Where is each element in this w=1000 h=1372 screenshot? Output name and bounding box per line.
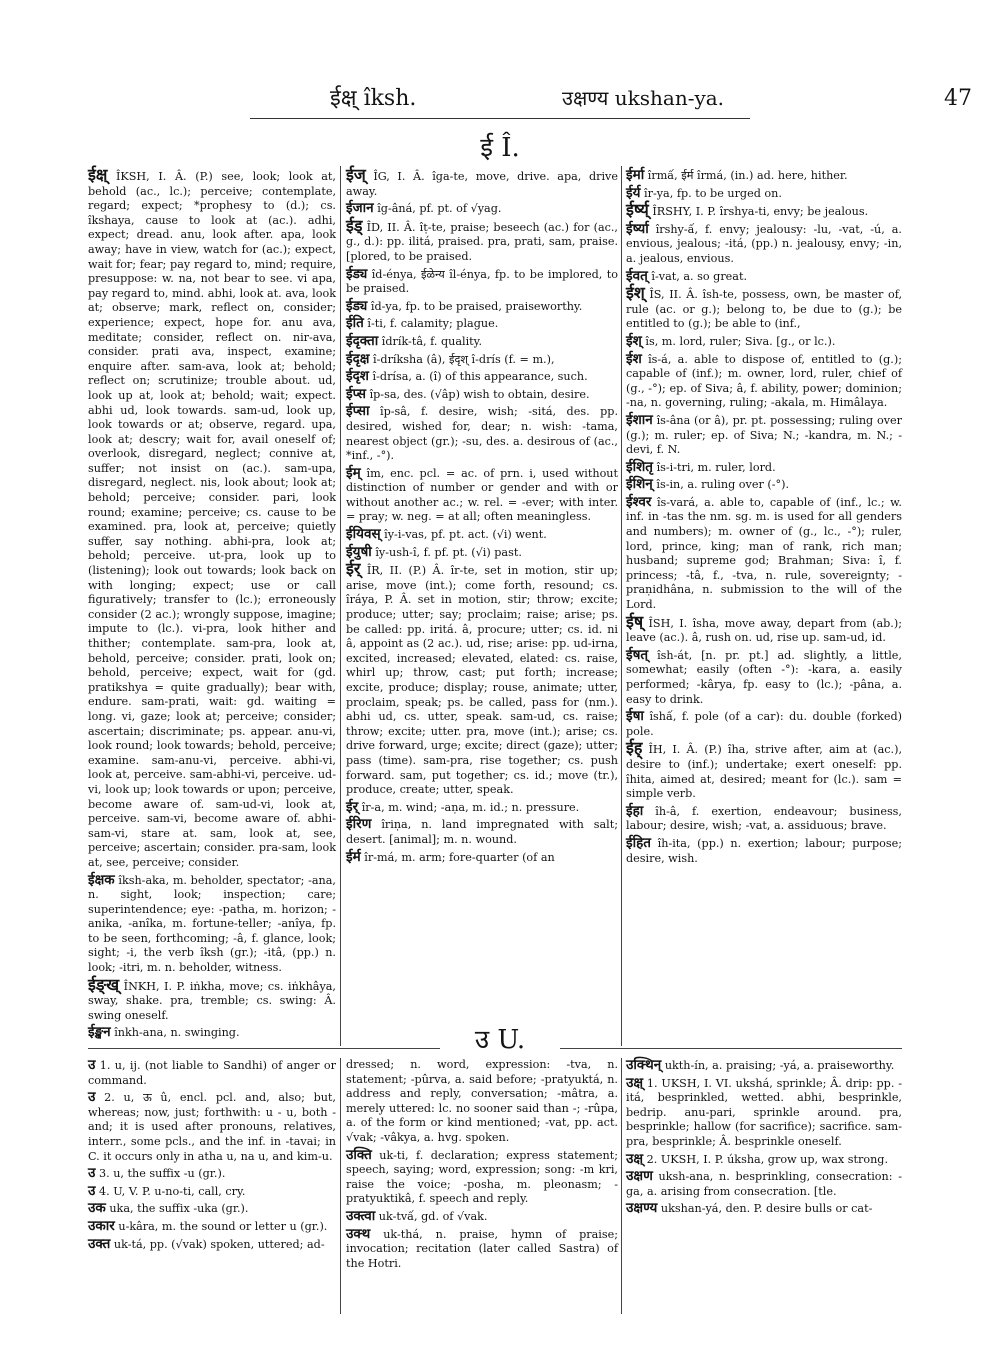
entry-headword: ईङ्ख्: [88, 974, 120, 994]
entry-definition: ÎSH, I. îsha, move away, depart from (ab.); leave (ac.). â, rush on. ud, rise up. sam-ud, id.: [626, 616, 902, 645]
entry-definition: îy-i-vas, pf. pt. act. (√i) went.: [384, 528, 547, 542]
entry-definition: ÎRSHY, I. P. îrshya-ti, envy; be jealous.: [652, 205, 869, 219]
entry-headword: ईप्स: [346, 385, 366, 402]
dictionary-entry: [88, 1237, 336, 1253]
entry-definition: îg-âná, pf. pt. of √yag.: [377, 202, 502, 216]
dictionary-entry: [626, 648, 902, 707]
entry-definition: îs-âna (or â), pr. pt. possessing; ruling over (g.); m. ruler; ep. of Siva; N.; -kandra, m. N.; -devi, f. N.: [626, 413, 902, 457]
dictionary-entry: [346, 201, 618, 217]
entry-headword: ईशितृ: [626, 458, 653, 475]
dictionary-entry: [88, 1025, 336, 1041]
entry-headword: उक्ति: [346, 1146, 372, 1163]
dictionary-entry: [346, 404, 618, 463]
entry-headword: ईड्य: [346, 297, 368, 314]
entry-headword: ईषा: [626, 708, 644, 725]
entry-headword: उ: [88, 1165, 96, 1182]
entry-headword: ईड्: [346, 215, 363, 235]
entry-headword: ईम्: [346, 464, 361, 481]
entry-headword: उक्षण्य: [626, 1200, 658, 1217]
dictionary-entry: [626, 352, 902, 411]
column-divider: [340, 1058, 341, 1314]
dictionary-entry: [346, 817, 618, 847]
entry-headword: ईङ्खन: [88, 1024, 111, 1041]
entry-definition: î-drísa, a. (î) of this appearance, such.: [372, 370, 588, 384]
entry-definition: ÎNKH, I. P. iṅkha, move; cs. iṅkhâya, sway, shake. pra, tremble; cs. swing: Â. swing oneself.: [88, 979, 336, 1022]
dictionary-entry: [346, 527, 618, 543]
entry-definition: uk-tvấ, gd. of √vak.: [378, 1209, 488, 1223]
dictionary-entry: [88, 1166, 336, 1182]
entry-definition: îrmấ, ईर्म îrmá, (in.) ad. here, hither.: [647, 169, 848, 182]
dictionary-entry: [346, 369, 618, 385]
dictionary-entry: [346, 334, 618, 350]
entry-headword: ईवत्: [626, 267, 648, 284]
entry-definition: 4. U, V. P. u-no-ti, call, cry.: [98, 1184, 246, 1198]
entry-headword: ईड्य: [346, 265, 368, 282]
entry-definition: îshấ, f. pole (of a car): du. double (forked) pole.: [626, 710, 902, 738]
entry-definition: uka, the suffix -uka (gr.).: [109, 1202, 249, 1216]
dictionary-entry: [626, 1076, 902, 1150]
bottom-column-3: [626, 1058, 902, 1314]
entry-definition: îh-ita, (pp.) n. exertion; labour; purpose; desire, wish.: [626, 836, 902, 865]
dictionary-entry: [88, 1219, 336, 1235]
entry-headword: ईयिवस्: [346, 526, 381, 543]
dictionary-entry: [346, 299, 618, 315]
entry-headword: उकार: [88, 1217, 115, 1234]
entry-definition: 2. u, ऊ û, encl. pcl. and, also; but, whereas; now, just; forthwith: u - u, both - and; it is used after pronouns, relatives, interr., some pcls., and the inf. in -tavai; in C. it occurs only in atha u, na u, and kim-u.: [88, 1091, 336, 1163]
dictionary-entry: [626, 200, 902, 220]
entry-headword: ईहा: [626, 802, 644, 819]
dictionary-entry: [626, 611, 902, 646]
entry-definition: îs-vará, a. able to, capable of (inf., lc.; w. inf. in -tas the nm. sg. m. is used for all genders and numbers); m. owner of (g., lc., -°); ruler, lord, prince, king; man of rank, rich man; husband; supreme god; Brahman; Siva: î, f. princess; -tâ, f., -tva, n. rule, sovereignty; -praṇidhâna, n. submission to the will of the Lord.: [626, 495, 902, 612]
entry-definition: uk-ti, f. declaration; express statement; speech, saying; word, expression; song: -m kri, raise the voice; -posha, m. pleonasm; -pratyuktikâ, f. speech and reply.: [346, 1148, 618, 1206]
entry-headword: ईर्मा: [626, 167, 645, 183]
dictionary-entry: [88, 1201, 336, 1217]
entry-headword: ईर्य: [626, 184, 641, 201]
entry-definition: 1. UKSH, I. VI. ukshá, sprinkle; Â. drip: pp. -itá, besprinkled, wetted. abhi, besprinkle, bedrip. anu-pari, sprinkle around. pra, besprinkle; hallow (for sacrifice); sacrifice. sam-pra, besprinkle; Â. besprinkle oneself.: [626, 1076, 902, 1148]
running-head: [0, 72, 1000, 111]
entry-definition: îy-ush-î, f. pf. pt. (√i) past.: [375, 545, 522, 559]
entry-definition: îd-ényа, ईळेन्य îl-énya, fp. to be implored, to be praised.: [346, 267, 618, 296]
entry-headword: उ: [88, 1089, 96, 1106]
entry-headword: ईति: [346, 315, 364, 332]
section-heading-u: उ U.: [440, 1020, 560, 1056]
dictionary-entry: [626, 1201, 902, 1217]
dictionary-entry: [626, 738, 902, 801]
dictionary-entry: [626, 804, 902, 834]
entry-headword: ईयुषी: [346, 543, 372, 560]
entry-headword: उक: [88, 1200, 106, 1217]
entry-headword: ईशिन्: [626, 476, 653, 493]
entry-definition: îr-ya, fp. to be urged on.: [644, 186, 782, 200]
entry-headword: ईर्: [346, 798, 359, 815]
entry-definition: îp-sâ, f. desire, wish; -sitá, des. pp. desired, wished for, dear; n. wish: -tama, nearest object (gr.); -su, des. a. desirous of (ac., *inf., -°).: [346, 405, 618, 463]
entry-headword: ईर्ष्या: [626, 220, 649, 237]
entry-headword: उक्थिन्: [626, 1057, 662, 1073]
entry-headword: ईशान: [626, 411, 653, 428]
dictionary-entry: [346, 800, 618, 816]
dictionary-entry: [88, 1058, 336, 1088]
entry-definition: îksh-aka, m. beholder, spectator; -ana, n. sight, look; inspection; care; superintendence; eye: -patha, m. horizon; -anika, -anîka, m. fortune-teller; -anîya, fp. to be seen, forthcoming; -â, f. glance, look; sight; -i, the verb îksh (gr.); -itâ, (pp.) n. look; -itri, m. n. beholder, witness.: [88, 873, 336, 975]
dictionary-entry: [626, 836, 902, 866]
entry-definition: ÎR, II. (P.) Â. îr-te, set in motion, stir up; arise, move (int.); come forth, resound; cs. îráya, P. Â. set in motion, stir; throw; excite; produce; utter; say; proclaim; raise; arise; ps. be called: pp. iritá. â, procure; utter; cs. id. ni â, appoint as (2 ac.). ud, rise; arise: pp. ud-irna, excited, increased; elevated, elated: cs. raise, whirl up; throw, cast; put forth; increase; excite, produce; display; rouse, animate; utter, proclaim, speak; ps. be called, pass for (nm.). abhi ud, cs. utter, speak. sam-ud, cs. raise; throw; excite; utter. pra, move (int.); arise; cs. drive forward, urge; excite; direct (gaze); utter; pass (time). sam-pra, rise together; cs. push forward. sam, put together; cs. id.; move (tr.), produce, create; utter, speak.: [346, 564, 618, 797]
entry-headword: ईश्: [626, 332, 642, 349]
entry-definition: uk-thá, n. praise, hymn of praise; invocation; recitation (later called Sastra) of the Hotri.: [346, 1227, 618, 1270]
entry-definition: 1. u, ij. (not liable to Sandhi) of anger or command.: [88, 1059, 336, 1087]
entry-headword: उक्ष्: [626, 1074, 644, 1091]
dictionary-entry: [626, 460, 902, 476]
dictionary-entry: [346, 559, 618, 798]
entry-headword: उक्त्वा: [346, 1207, 376, 1224]
entry-headword: ईक्षक: [88, 871, 115, 888]
entry-headword: ईदृक्ता: [346, 332, 379, 349]
entry-headword: ईज्: [346, 165, 366, 184]
entry-headword: उ: [88, 1057, 96, 1073]
entry-headword: ईजान: [346, 200, 374, 217]
dictionary-entry: [346, 387, 618, 403]
dictionary-entry: [626, 413, 902, 458]
dictionary-entry: [626, 1152, 902, 1168]
dictionary-entry: [626, 222, 902, 267]
section-heading-i: ई Î.: [480, 133, 520, 163]
entry-headword: ईरिण: [346, 816, 372, 833]
entry-definition: îp-sa, des. (√âp) wish to obtain, desire.: [369, 387, 590, 401]
entry-headword: ईश्: [626, 283, 645, 303]
entry-definition: ÎKSH, I. Â. (P.) see, look; look at, behold (ac., lc.); perceive; contemplate, regard; expect; *prophesy to (d.); cs. îkshaya, cause to look at (ac.). adhi, expect; dread. anu, look after. apa, look away; have in view, watch for (ac.); expect, wait for; fear; pay regard to, mind; require, presuppose: w. na, not bear to see. vi apa, pay regard to, mind. abhi, look at. ava, look at; observe; mark, reflect on, consider; experience; expect, hope for. anu ava, meditate; consider, reflect on. nir-ava, consider. prati ava, inspect, examine; enquire after. sam-ava, look at; behold; reflect on; scrutinize; trouble about. ud, look up at, look at; behold; wait; expect. abhi ud, look towards. sam-ud, look up, look towards or at; observe, regard. upa, look at; descry; wait for, avail oneself of; overlook, disregard, neglect; connive at, suffer; not insist on (ac.). sam-upa, disregard, neglect. nis, look about; look at; behold; perceive; consider. pari, look round; examine; perceive; cs. cause to be examined. pra, look at, perceive; quietly suffer, say nothing. abhi-pra, look at; behold; perceive. ut-pra, look up to (listening); look out towards; look back on with longing; expect; use or call figuratively; transfer to (lc.); erroneously consider (2 ac.); wrongly suppose, imagine; impute to (lc.). vi-pra, look hither and thither; contemplate. sam-pra, look at, behold, perceive; consider. prati, look on; behold, perceive; expect, wait for (gd. pratikshya = quite gradually); bear with, endure. sam-prati, wait: gd. waiting = long. vi, gaze; look at; perceive; consider; ascertain; discriminate; ps. appear. anu-vi, look round; look towards; behold, perceive; examine. sam-anu-vi, perceive. abhi-vi, look at, perceive. sam-abhi-vi, perceive. ud-vi, look up; look towards or upon; perceive, become aware of. sam-ud-vi, look at, perceive. sam-vi, become aware of. abhi-sam-vi, stare at. sam, look at, see, perceive; ascertain; consider. pra-sam, look at, see, perceive; consider.: [88, 170, 336, 869]
dictionary-entry: [626, 283, 902, 332]
entry-definition: îrshy-ấ, f. envy; jealousy: -lu, -vat, -ú, a. envious, jealous; -itá, (pp.) n. jealousy, envy; -in, a. jealous, envious.: [626, 222, 902, 265]
dictionary-entry: [346, 1148, 618, 1207]
entry-definition: 3. u, the suffix -u (gr.).: [98, 1167, 226, 1181]
entry-definition: ÎS, II. Â. îsh-te, possess, own, be master of, rule (ac. or g.); belong to, be due to (g.); be entitled to (g.); be able to (inf.,: [626, 288, 902, 331]
bottom-column-2: [346, 1058, 618, 1314]
dictionary-entry: [626, 269, 902, 285]
entry-definition: îs-i-tri, m. ruler, lord.: [656, 460, 776, 474]
entry-headword: ईर्म: [346, 848, 361, 865]
entry-definition: îriṇa, n. land impregnated with salt; desert. [animal]; m. n. wound.: [346, 818, 618, 846]
entry-definition: ÎH, I. Â. (P.) îha, strive after, aim at (ac.), desire to (inf.); undertake; exert oneself: pp. îhita, aimed at, desired; meant for (lc.). sam = simple verb.: [626, 743, 902, 801]
entry-definition: 2. UKSH, I. P. úksha, grow up, wax strong.: [646, 1152, 889, 1166]
dictionary-entry: [88, 1090, 336, 1164]
entry-definition: ÎD, II. Â. îṭ-te, praise; beseech (ac.) for (ac., g., d.): pp. ilitá, praised. pra, prati, sam, praise. [plored, to be praised.: [346, 220, 618, 263]
top-column-3: [626, 168, 902, 1028]
entry-headword: ईह्: [626, 738, 643, 758]
dictionary-entry: [88, 165, 336, 871]
entry-headword: उक्थ: [346, 1225, 371, 1242]
dictionary-entry: [346, 215, 618, 265]
entry-headword: ईष्: [626, 611, 644, 631]
column-divider: [340, 166, 341, 1046]
dictionary-entry: [346, 267, 618, 297]
entry-definition: î-ti, f. calamity; plague.: [367, 317, 499, 331]
dictionary-entry: [346, 1227, 618, 1272]
dictionary-entry: [88, 873, 336, 976]
dictionary-entry: [346, 165, 618, 199]
entry-definition: îs-in, a. ruling over (-°).: [656, 478, 790, 492]
entry-definition: îr-má, m. arm; fore-quarter (of an: [364, 850, 555, 864]
running-head-right: उक्षण्य ukshan-ya.: [562, 86, 725, 110]
entry-definition: înkh-ana, n. swinging.: [114, 1026, 240, 1040]
entry-headword: ईहित: [626, 834, 651, 851]
entry-headword: ईप्सा: [346, 403, 370, 420]
entry-definition: uk-tá, pp. (√vak) spoken, uttered; ad-: [113, 1237, 325, 1251]
entry-definition: u-kâra, m. the sound or letter u (gr.).: [118, 1219, 328, 1233]
dictionary-entry: [626, 1169, 902, 1199]
entry-definition: î-dríksha (â), ईदृश् î-drís (f. = m.),: [373, 352, 555, 366]
dictionary-entry: [346, 466, 618, 525]
top-column-1: [88, 165, 336, 1041]
entry-definition: îsh-át, [n. pr. pt.] ad. slightly, a little, somewhat; easily (often -°): -kara, a. easily performed; -kârya, fp. easy to (lc.); -pâna, a. easy to drink.: [626, 648, 902, 706]
dictionary-entry: [626, 709, 902, 739]
dictionary-entry: [346, 352, 618, 368]
entry-definition: ukshan-yá, den. P. desire bulls or cat-: [660, 1202, 873, 1216]
dictionary-entry: [346, 545, 618, 561]
entry-definition: ÎG, I. Â. îga-te, move, drive. apa, drive away.: [346, 170, 618, 198]
bottom-column-1: [88, 1058, 336, 1314]
dictionary-entry: [88, 1184, 336, 1200]
dictionary-entry: [626, 1058, 902, 1074]
entry-definition: îm, enc. pcl. = ac. of prn. i, used without distinction of number or gender and with or without another ac.; w. rel. = -ever; with inter. = pray; w. neg. = at all; often meaningless.: [346, 466, 619, 524]
dictionary-entry: [346, 316, 618, 332]
column-divider: [621, 166, 622, 1046]
entry-headword: ईर्ष्य्: [626, 200, 649, 220]
running-head-left: ईक्ष् îksh.: [330, 86, 417, 111]
header-rule: [250, 118, 750, 119]
entry-definition: îh-â, f. exertion, endeavour; business, labour; desire, wish; -vat, a. assiduous; brave.: [626, 804, 902, 833]
entry-headword: उक्ष्: [626, 1150, 644, 1167]
entry-definition: uksh-ana, n. besprinkling, consecration: -ga, a. arising from consecration. [tle.: [626, 1170, 902, 1198]
entry-headword: ईषत्: [626, 646, 649, 663]
entry-headword: उ: [88, 1182, 96, 1199]
entry-headword: उक्त: [88, 1235, 111, 1252]
dictionary-entry: [626, 477, 902, 493]
dictionary-entry: [626, 168, 902, 184]
entry-headword: ईश: [626, 350, 642, 367]
page-number: 47: [944, 86, 972, 111]
entry-headword: ईक्ष्: [88, 165, 108, 184]
column-divider: [621, 1058, 622, 1314]
dictionary-entry: [626, 334, 902, 350]
dictionary-entry: [346, 1058, 618, 1146]
entry-definition: îs, m. lord, ruler; Siva. [g., or lc.).: [645, 334, 836, 348]
dictionary-entry: [346, 850, 618, 866]
dictionary-entry: [626, 186, 902, 202]
entry-definition: îs-á, a. able to dispose of, entitled to (g.); capable of (inf.); m. owner, lord, ruler, chief of (g., -°); ep. of Siva; â, f. ability, power; dominion; -na, n. governing, ruling; -akala, m. Himâlaya.: [626, 352, 902, 410]
entry-definition: îd-ya, fp. to be praised, praiseworthy.: [370, 299, 583, 313]
entry-headword: ईदृश: [346, 368, 369, 385]
entry-definition: î-vat, a. so great.: [651, 269, 748, 283]
dictionary-entry: [626, 495, 902, 613]
entry-headword: ईदृक्ष: [346, 350, 370, 367]
dictionary-entry: [88, 974, 336, 1024]
entry-definition: îr-a, m. wind; -aṇa, m. id.; n. pressure.: [361, 800, 580, 814]
top-column-2: [346, 165, 619, 1028]
entry-definition: dressed; n. word, expression: -tva, n. statement; -pûrva, a. said before; -pratyuktá, n. address and reply, conversation; -mâtra, a. merely uttered: lc. no sooner said than -; -rûpa, a. of the form or kind mentioned; -vat, pp. act. √vak; -vâkya, a. hvg. spoken.: [346, 1058, 618, 1144]
entry-headword: ईश्वर: [626, 493, 652, 510]
entry-headword: ईर्: [346, 559, 361, 579]
dictionary-entry: [346, 1209, 618, 1225]
entry-headword: उक्षण: [626, 1168, 653, 1185]
entry-definition: ukth-ín, a. praising; -yá, a. praiseworthy.: [664, 1059, 895, 1072]
entry-definition: îdrík-tâ, f. quality.: [381, 334, 483, 348]
